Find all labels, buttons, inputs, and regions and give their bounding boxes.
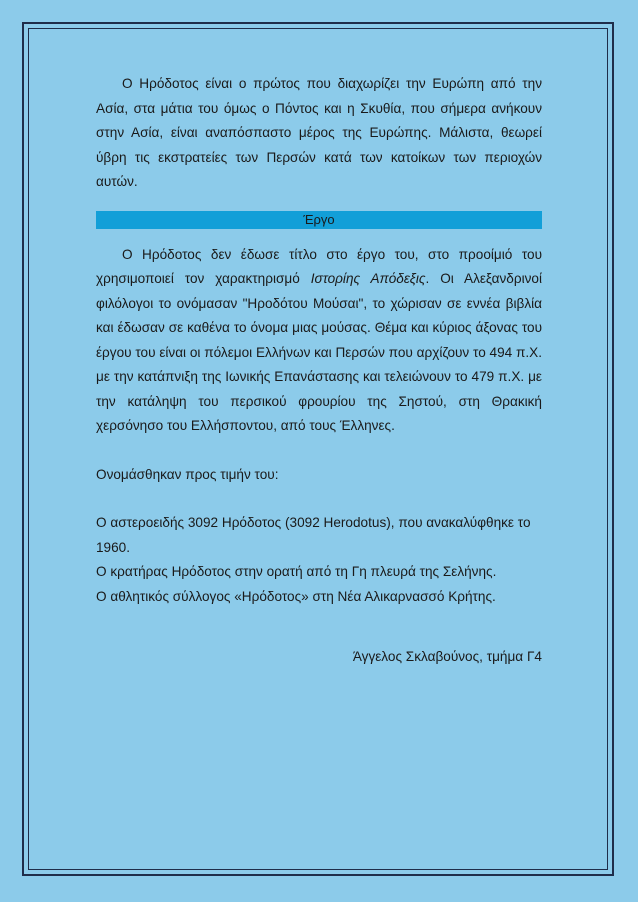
section-heading: Έργο (303, 211, 335, 227)
author-signature: Άγγελος Σκλαβούνος, τμήμα Γ4 (352, 649, 542, 664)
work-paragraph-text-end: . Οι Αλεξανδρινοί φιλόλογοι το ονόμασαν "Ηροδότου Μούσαι", το χώρισαν σε εννέα βιβλία και έδωσαν σε καθένα το όνομα μιας μούσας. Θέμα και κύριος άξονας του έργου του είναι οι πόλεμοι Ελλήνων και Περσών που αρχίζουν το 494 π.Χ. με την κατάπνιξη της Ιωνικής Επανάστασης και τελειώνουν το 479 π.Χ. με την κατάληψη του περσικού φρουρίου της Σηστού, στη Θρακική χερσόνησο του Ελλήσποντου, από τους Έλληνες. (96, 271, 543, 433)
named-after-heading: Ονομάσθηκαν προς τιμήν του: (96, 466, 279, 482)
work-paragraph (96, 243, 542, 439)
named-after-item: Ο αστεροειδής 3092 Ηρόδοτος (3092 Herodotus), που ανακαλύφθηκε το 1960. (96, 515, 531, 555)
spacer (96, 487, 542, 511)
work-paragraph-text-start: Ο Ηρόδοτος δεν έδωσε τίτλο στο έργο του, στο προοίμιό του χρησιμοποιεί τον χαρακτηρισμό (96, 246, 542, 286)
work-title-italic: Ιστορίης Απόδεξις (310, 271, 426, 286)
section-heading-bar (96, 211, 542, 229)
named-after-item: Ο αθλητικός σύλλογος «Ηρόδοτος» στη Νέα Αλικαρνασσό Κρήτης. (96, 588, 496, 604)
named-after-item: Ο κρατήρας Ηρόδοτος στην ορατή από τη Γη πλευρά της Σελήνης. (96, 564, 497, 579)
document-body (96, 72, 542, 670)
intro-paragraph: Ο Ηρόδοτος είναι ο πρώτος που διαχωρίζει την Ευρώπη από την Ασία, στα μάτια του όμως ο Πόντος και η Σκυθία, που σήμερα ανήκουν στην Ασία, είναι αναπόσπαστο μέρος της Ευρώπης. Μάλιστα, θεωρεί ύβρη τις εκστρατείες των Περσών κατά των κατοίκων των περιοχών αυτών. (96, 76, 542, 189)
spacer (96, 439, 542, 463)
